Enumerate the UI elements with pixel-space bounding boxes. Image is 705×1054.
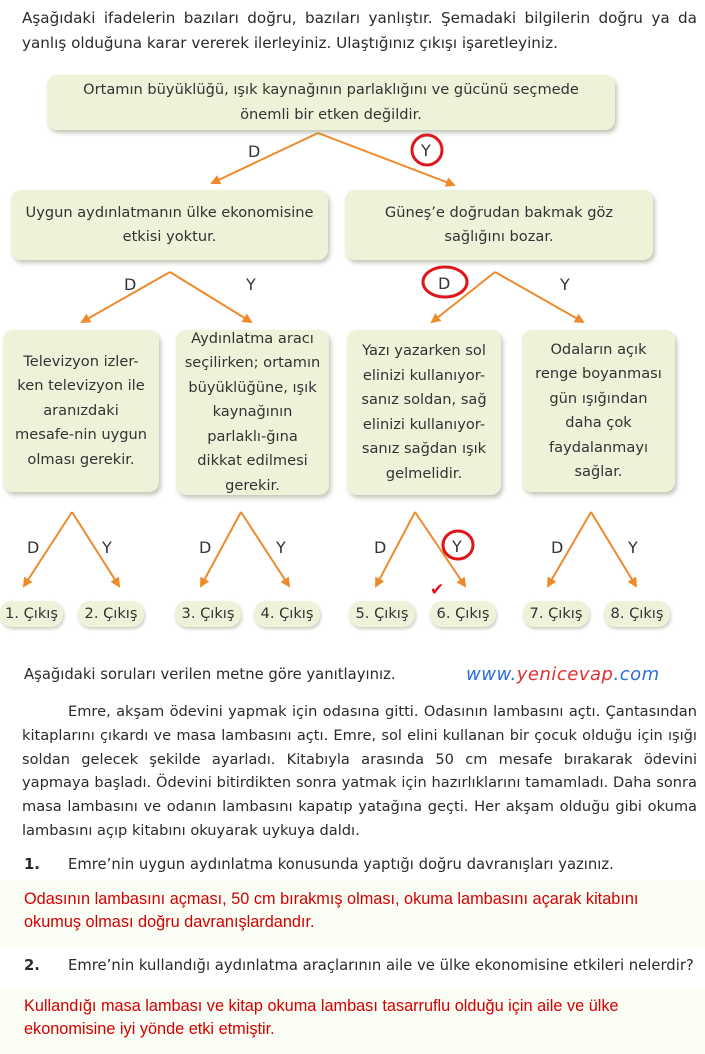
- branch-label-d: D: [438, 274, 451, 293]
- question-text: Emre’nin uygun aydınlatma konusunda yaptığı doğru davranışları yazınız.: [68, 856, 614, 873]
- section-title: Aşağıdaki soruları verilen metne göre yanıtlayınız.: [24, 666, 396, 683]
- branch-label-d: D: [551, 538, 564, 557]
- exit-3[interactable]: 3. Çıkış: [175, 601, 241, 627]
- statement-box-lighting-tool: [176, 330, 329, 495]
- watermark: www.yenicevap.com: [466, 664, 660, 685]
- question-number: 2.: [24, 957, 40, 974]
- question-number: 1.: [24, 856, 40, 873]
- answer-1: Odasının lambasını açması, 50 cm bırakmış olması, okuma lambasını açarak kitabını okumuş olması doğru davranışlardandır.: [24, 890, 639, 931]
- selected-check-icon: ✔: [430, 580, 445, 600]
- arrow-root-d: [212, 133, 318, 183]
- statement-text-economy: Uygun aydınlatmanın ülke ekonomisine etkisi yoktur.: [25, 203, 314, 245]
- branch-label-y: Y: [276, 538, 286, 557]
- statement-text-room-color: Odaların açık renge boyanması gün ışığından daha çok faydalanmayı sağlar.: [535, 340, 662, 480]
- exit-5[interactable]: 5. Çıkış: [349, 601, 415, 627]
- statement-box-economy: [11, 190, 328, 260]
- statement-text-sun: Güneş’e doğrudan bakmak göz sağlığını bozar.: [384, 203, 614, 245]
- question-1: [24, 856, 614, 873]
- branch-label-y: Y: [628, 538, 638, 557]
- exit-6[interactable]: 6. Çıkış: [430, 601, 496, 627]
- arrow-l2a-y: [170, 272, 251, 322]
- branch-label-d: D: [374, 538, 387, 557]
- exit-7[interactable]: 7. Çıkış: [523, 601, 589, 627]
- statement-box-sun: [345, 190, 653, 260]
- branch-label-y: Y: [102, 538, 112, 557]
- branch-label-d: D: [27, 538, 40, 557]
- statement-box-writing: [347, 330, 501, 495]
- instructions: Aşağıdaki ifadelerin bazıları doğru, bazıları yanlıştır. Şemadaki bilgilerin doğru ya da yanlış olduğuna karar vererek ilerleyiniz. Ulaştığınız çıkışı işaretleyiniz.: [22, 9, 697, 52]
- question-2: [24, 957, 694, 974]
- branch-label-d: D: [124, 275, 137, 294]
- branch-label-y: Y: [452, 537, 462, 556]
- statement-text-tv: Televizyon izler-ken televizyon ile aranızdaki mesafe-nin uygun olması gerekir.: [15, 352, 147, 468]
- statement-text-lighting-tool: Aydınlatma aracı seçilirken; ortamın büyüklüğüne, ışık kaynağının parlaklı-ğına dikkat edilmesi gerekir.: [184, 329, 321, 494]
- exit-4[interactable]: 4. Çıkış: [254, 601, 320, 627]
- root-statement-box: [47, 75, 615, 130]
- exit-1[interactable]: 1. Çıkış: [0, 601, 63, 627]
- question-text: Emre’nin kullandığı aydınlatma araçlarının aile ve ülke ekonomisine etkileri nelerdir?: [68, 957, 694, 974]
- arrow-root-y: [318, 133, 454, 185]
- branch-label-d: D: [248, 142, 261, 161]
- statement-box-tv: [3, 330, 159, 492]
- passage: Emre, akşam ödevini yapmak için odasına gitti. Odasının lambasını açtı. Çantasından kitaplarını çıkardı ve masa lambasını açtı. Emre, sol elini kullanan bir çocuk olduğu için ışığı soldan gelecek şekilde ayarladı. Kitabıyla arasında 50 cm mesafe bırakarak ödevini yapmaya başladı. Ödevini bitirdikten sonra yatmak için hazırlıklarını tamamladı. Daha sonra masa lambasını ve odanın lambasını kapatıp yatağına geçti. Her akşam olduğu gibi okuma lambasını açıp kitabını okuyarak uykuya daldı.: [22, 703, 697, 839]
- branch-label-d: D: [199, 538, 212, 557]
- statement-box-room-color: [522, 330, 675, 492]
- branch-label-y: Y: [246, 275, 256, 294]
- statement-text-writing: Yazı yazarken sol elinizi kullanıyor-sanız soldan, sağ elinizi kullanıyor-sanız sağdan ışık gelmelidir.: [361, 342, 487, 482]
- answer-2: Kullandığı masa lambası ve kitap okuma lambası tasarruflu olduğu için aile ve ülke ekonomisine iyi yönde etki etmiştir.: [24, 997, 619, 1038]
- exit-8[interactable]: 8. Çıkış: [604, 601, 670, 627]
- exit-2[interactable]: 2. Çıkış: [78, 601, 144, 627]
- branch-label-y: Y: [421, 141, 431, 160]
- root-statement-text: Ortamın büyüklüğü, ışık kaynağının parlaklığını ve gücünü seçmede önemli bir etken değildir.: [83, 81, 579, 123]
- branch-label-y: Y: [560, 275, 570, 294]
